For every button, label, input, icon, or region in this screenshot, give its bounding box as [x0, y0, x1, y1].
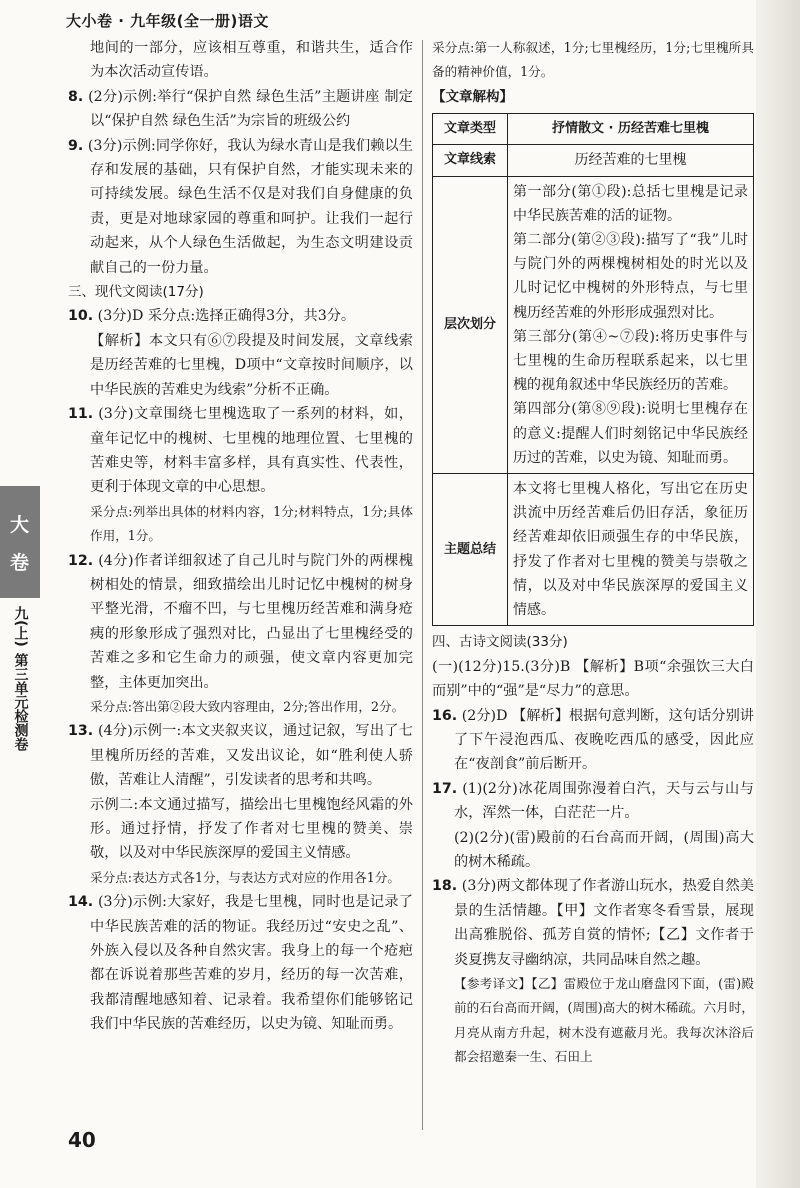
column-divider: [422, 40, 423, 1130]
table-label: 主题总结: [433, 474, 508, 626]
answer-9: [68, 134, 413, 280]
question-number: 10.: [68, 308, 94, 325]
question-number: 16.: [432, 707, 458, 724]
table-label: 文章类型: [433, 114, 508, 145]
table-row: [433, 114, 754, 145]
scoring-11: 采分点:列举出具体的材料内容，1分;材料特点，1分;具体作用，1分。: [90, 503, 413, 544]
side-tab: [0, 486, 40, 751]
answer-17: [432, 777, 754, 826]
table-value: 本文将七里槐人格化，写出它在历史洪流中历经苦难后仍旧存活，象征历经苦难却依旧顽强生存的中华民族，抒发了作者对七里槐的赞美与崇敬之情，以及对中华民族深厚的爱国主义情感。: [508, 474, 754, 626]
part-2: 第二部分(第②③段):描写了“我”儿时与院门外的两棵槐树相处的时光以及儿时记忆中槐树的外形特点，与七里槐历经苦难的外形形成强烈对比。: [513, 232, 748, 321]
page-number: 40: [68, 1128, 96, 1152]
answer-15: (一)(12分)15.(3分)B 【解析】B项“余强饮三大白而别”中的“强”是“尽力”的意思。: [432, 658, 754, 700]
table-value: 历经苦难的七里槐: [508, 145, 754, 176]
question-number: 12.: [68, 552, 94, 569]
question-number: 14.: [68, 894, 94, 911]
table-value: [508, 176, 754, 473]
question-number: 11.: [68, 406, 94, 423]
table-label: 层次划分: [433, 176, 508, 473]
tab-badge: [0, 486, 40, 598]
answer-continuation: 地间的一部分，应该相互尊重，和谐共生，适合作为本次活动宣传语。: [90, 40, 413, 81]
question-number: 18.: [432, 878, 458, 895]
answer-8: [68, 85, 413, 134]
answer-text: (4分)示例一:本文夹叙夹议，通过记叙，写出了七里槐所历经的苦难，又发出议论，如“胜利使人骄傲，苦难让人清醒”，引发读者的思考和共鸣。: [90, 723, 413, 789]
part-4: 第四部分(第⑧⑨段):说明七里槐存在的意义:提醒人们时刻铭记中华民族经历过的苦难，以史为镜、知耻而勇。: [513, 401, 748, 466]
left-column: [68, 36, 413, 1037]
answer-text: (4分)作者详细叙述了自己儿时与院门外的两棵槐树相处的情景，细致描绘出儿时记忆中槐树的树身平整光滑，不瘤不凹，与七里槐历经苦难和满身疮痍的形象形成了强烈对比，凸显出了七里槐经受的苦难之多和它生命力的顽强，使文章内容更加完整，主体更加突出。: [90, 552, 413, 691]
answer-text: (2分)D 【解析】根据句意判断，这句话分别讲了下午浸泡西瓜、夜晚吃西瓜的感受，因此应在“夜剖食”前后断开。: [454, 707, 754, 773]
tab-char-2: 卷: [10, 552, 30, 574]
scoring-12: 采分点:答出第②段大致内容理由，2分;答出作用，2分。: [90, 698, 405, 714]
analysis-10: 【解析】本文只有⑥⑦段提及时间发展，文章线索是历经苦难的七里槐，D项中“文章按时间顺序，以中华民族的苦难史为线索”分析不正确。: [90, 332, 413, 398]
table-row: [433, 176, 754, 473]
running-header: 大小卷 · 九年级(全一册)语文: [66, 12, 269, 30]
answer-text: (1)(2分)冰花周围弥漫着白汽，天与云与山与水，浑然一体，白茫茫一片。: [454, 780, 754, 822]
right-column: [432, 36, 754, 1070]
section-heading-3: 三、现代文阅读(17分): [68, 284, 204, 301]
section-heading-4: 四、古诗文阅读(33分): [432, 634, 568, 651]
answer-18: [432, 874, 754, 972]
answer-text: (3分)示例:同学你好，我认为绿水青山是我们赖以生存和发展的基础，只有保护自然，才能实现未来的可持续发展。绿色生活不仅是对我们自身健康的负责，更是对地球家园的尊重和呵护。让我们一起行动起来，从个人绿色生活做起，为生态文明建设贡献自己的一份力量。: [87, 137, 413, 276]
tab-labels: [2, 606, 38, 751]
reference-translation: 【参考译文】【乙】雷殿位于龙山磨盘冈下面，(雷)殿前的石台高而开阔，(周围)高大的树木稀疏。六月时，月亮从南方升起，树木没有遮蔽月光。我每次沐浴后都会招邀秦一生、石田上: [454, 975, 754, 1065]
answer-text: (2分)示例:举行“保护自然 绿色生活”主题讲座 制定以“保护自然 绿色生活”为宗旨的班级公约: [88, 88, 413, 130]
question-number: 8.: [68, 88, 84, 105]
table-label: 文章线索: [433, 145, 508, 176]
part-1: 第一部分(第①段):总括七里槐是记录中华民族苦难的活的证物。: [513, 183, 748, 224]
page-edge-shadow: [756, 0, 800, 1188]
answer-text: (3分)两文都体现了作者游山玩水，热爱自然美景的生活情趣。【甲】文作者寒冬看雪景，展现出高雅脱俗、孤芳自赏的情怀;【乙】文作者于炎夏携友寻幽纳凉，共同品味自然之趣。: [454, 878, 754, 968]
scoring-14: 采分点:第一人称叙述，1分;七里槐经历，1分;七里槐所具备的精神价值，1分。: [432, 40, 754, 80]
tab-char-1: 大: [10, 514, 30, 536]
answer-text: (3分)示例:大家好，我是七里槐，同时也是记录了中华民族苦难的活的物证。我经历过“安史之乱”、外族入侵以及各种自然灾害。我身上的每一个疮疤都在诉说着那些苦难的岁月，经历的每一次苦难，我都清醒地感知着、记录着。我希望你们能够铭记我们中华民族的苦难经历，以史为镜、知耻而勇。: [90, 894, 413, 1033]
table-value: 抒情散文 · 历经苦难七里槐: [508, 114, 754, 145]
table-row: [433, 145, 754, 176]
structure-heading: 【文章解构】: [432, 88, 513, 105]
structure-table: [432, 113, 754, 626]
tab-grade: 九(上): [12, 606, 29, 647]
scoring-13: 采分点:表达方式各1分，与表达方式对应的作用各1分。: [90, 869, 400, 885]
answer-text: (3分)文章围绕七里槐选取了一系列的材料，如，童年记忆中的槐树、七里槐的地理位置、七里槐的苦难史等，材料丰富多样，具有真实性、代表性，更利于体现文章的中心思想。: [90, 406, 413, 496]
answer-17-2: (2)(2分)(雷)殿前的石台高而开阔，(周围)高大的树木稀疏。: [454, 829, 754, 870]
tab-unit: 第三单元检测卷: [12, 652, 29, 751]
question-number: 17.: [432, 780, 458, 797]
answer-16: [432, 704, 754, 777]
question-number: 9.: [68, 137, 84, 154]
answer-text: (3分)D 采分点:选择正确得3分，共3分。: [97, 308, 356, 325]
answer-14: [68, 890, 413, 1036]
example-13b: 示例二:本文通过描写，描绘出七里槐饱经风霜的外形。通过抒情，抒发了作者对七里槐的赞美、崇敬，以及对中华民族深厚的爱国主义情感。: [90, 796, 413, 862]
answer-13: [68, 719, 413, 792]
answer-11: [68, 402, 413, 500]
table-row: [433, 474, 754, 626]
answer-12: [68, 549, 413, 695]
part-3: 第三部分(第④~⑦段):将历史事件与七里槐的生命历程联系起来，以七里槐的视角叙述中华民族经历的苦难。: [513, 328, 748, 394]
answer-10: [68, 304, 413, 328]
question-number: 13.: [68, 723, 94, 740]
